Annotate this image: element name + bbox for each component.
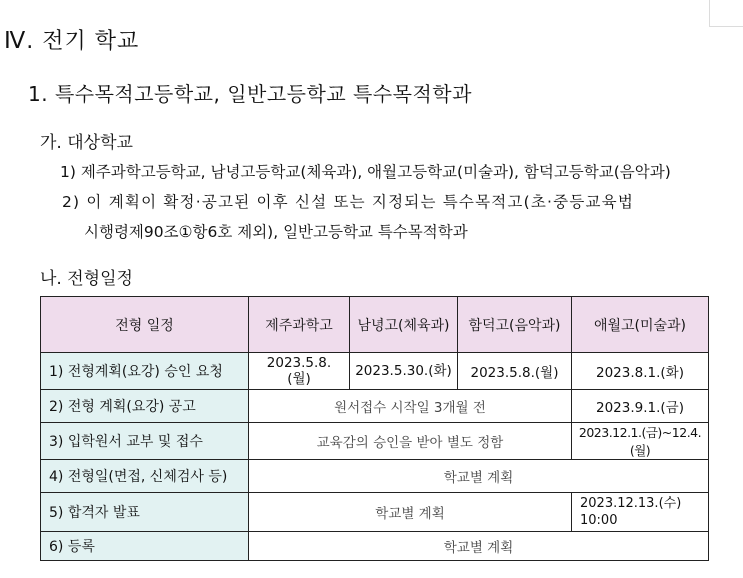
row-label: 1) 전형계획(요강) 승인 요청: [41, 353, 249, 390]
table-row: [41, 493, 709, 532]
table-row: [41, 423, 709, 460]
row-label: 4) 전형일(면접, 신체검사 등): [41, 460, 249, 493]
cell-jeju: 2023.5.8.(월): [249, 353, 350, 390]
cell-hamdeok: 2023.5.8.(월): [458, 353, 572, 390]
row-label: 5) 합격자 발표: [41, 493, 249, 532]
cell-aewol: 2023.12.13.(수) 10:00: [572, 493, 709, 532]
section-heading: [4, 24, 139, 55]
page-corner-frame: [709, 0, 743, 27]
table-row: [41, 353, 709, 390]
section-numeral: Ⅳ: [4, 28, 27, 53]
cell-common: 학교별 계획: [249, 532, 709, 561]
cell-common: 교육감의 승인을 받아 별도 정함: [249, 423, 572, 460]
targets-heading: 가. 대상학교: [40, 133, 133, 153]
header-aewol: 애월고(미술과): [572, 297, 709, 353]
targets-item-1: 1) 제주과학고등학교, 남녕고등학교(체육과), 애월고등학교(미술과), 함덕고등학교(음악과): [60, 163, 671, 181]
row-label: 6) 등록: [41, 532, 249, 561]
cell-namnyeong: 2023.5.30.(화): [350, 353, 458, 390]
cell-aewol: 2023.9.1.(금): [572, 390, 709, 423]
section-title: . 전기 학교: [26, 29, 140, 54]
header-namnyeong: 남녕고(체육과): [350, 297, 458, 353]
header-hamdeok: 함덕고(음악과): [458, 297, 572, 353]
targets-item-2-line-1: 2) 이 계획이 확정·공고된 이후 신설 또는 지정되는 특수목적고(초·중등교육법: [62, 193, 635, 211]
cell-common: 학교별 계획: [249, 460, 709, 493]
subsection-heading: 1. 특수목적고등학교, 일반고등학교 특수목적학과: [28, 82, 472, 106]
cell-aewol: 2023.12.1.(금)~12.4.(월): [572, 423, 709, 460]
table-row: [41, 390, 709, 423]
schedule-table: [40, 296, 709, 561]
cell-common: 원서접수 시작일 3개월 전: [249, 390, 572, 423]
table-row: [41, 460, 709, 493]
schedule-heading: 나. 전형일정: [40, 269, 133, 289]
cell-common: 학교별 계획: [249, 493, 572, 532]
row-label: 2) 전형 계획(요강) 공고: [41, 390, 249, 423]
header-jeju: 제주과학고: [249, 297, 350, 353]
row-label: 3) 입학원서 교부 및 접수: [41, 423, 249, 460]
header-schedule: 전형 일정: [41, 297, 249, 353]
table-header-row: [41, 297, 709, 353]
table-row: [41, 532, 709, 561]
targets-item-2-line-2: 시행령제90조①항6호 제외), 일반고등학교 특수목적학과: [84, 223, 468, 241]
cell-aewol: 2023.8.1.(화): [572, 353, 709, 390]
